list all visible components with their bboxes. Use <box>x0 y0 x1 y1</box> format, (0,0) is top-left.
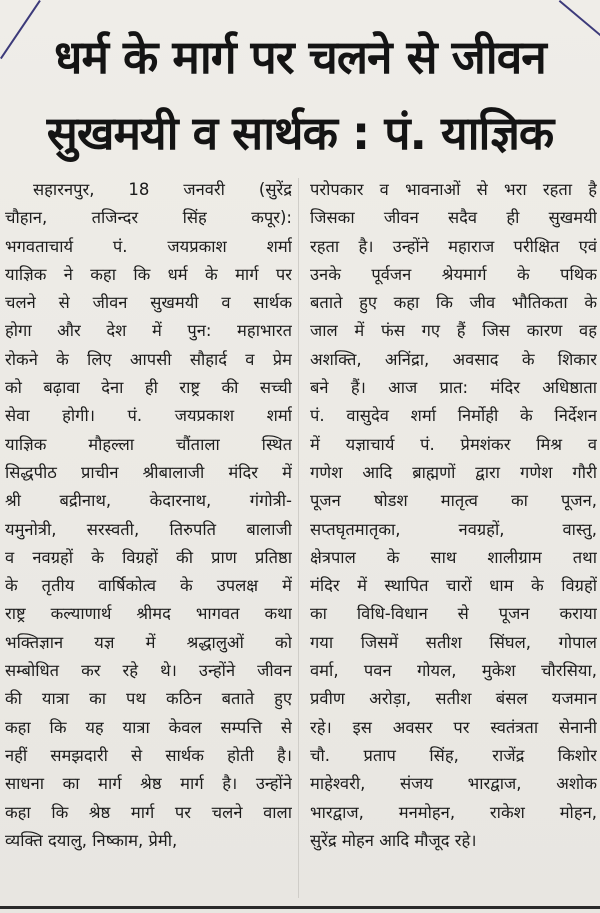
article-text-line: व नवग्रहों के विग्रहों की प्राण प्रतिष्ठा <box>5 547 292 567</box>
article-text-line: के तृतीय वार्षिकोत्व के उपलक्ष में <box>5 576 292 596</box>
article-text-line: कहा कि यह यात्रा केवल सम्पत्ति से <box>5 717 292 737</box>
article-text-line: व्यक्ति दयालु, निष्काम, प्रेमी, <box>5 830 178 850</box>
article-text-line: सप्तघृतमातृका, नवग्रहों, वास्तु, <box>310 519 597 539</box>
article-text-line: उनके पूर्वजन श्रेयमार्ग के पथिक <box>310 264 597 284</box>
article-text-line: का विधि-विधान से पूजन कराया <box>310 604 597 624</box>
headline-line-2: सुखमयी व सार्थक : पं. याज्ञिक <box>46 106 554 160</box>
article-text-line: कहा कि श्रेष्ठ मार्ग पर चलने वाला <box>5 802 292 822</box>
article-text-line: मंदिर में स्थापित चारों धाम के विग्रहों <box>310 576 597 596</box>
article-text-line: बताते हुए कहा कि जीव भौतिकता के <box>310 293 597 313</box>
article-text-line: गया जिसमें सतीश सिंघल, गोपाल <box>310 632 597 652</box>
article-text-line: यमुनोत्री, सरस्वती, तिरुपति बालाजी <box>5 519 292 539</box>
article-text-line: को बढ़ावा देना ही राष्ट्र की सच्ची <box>5 378 292 398</box>
article-text-line: पूजन षोडश मातृत्व का पूजन, <box>310 491 597 511</box>
article-text-line: सम्बोधित कर रहे थे। उन्होंने जीवन <box>5 661 292 681</box>
article-text-line: भारद्वाज, मनमोहन, राकेश मोहन, <box>310 802 597 822</box>
article-text-line: चौ. प्रताप सिंह, राजेंद्र किशोर <box>310 745 597 765</box>
article-text-line: सेवा होगी। पं. जयप्रकाश शर्मा <box>5 406 292 426</box>
article-text-line: चलने से जीवन सुखमयी व सार्थक <box>5 293 292 313</box>
article-text-line: जाल में फंस गए हैं जिस कारण वह <box>310 321 597 341</box>
article-text-line: माहेश्वरी, संजय भारद्वाज, अशोक <box>310 774 597 794</box>
article-text-line: प्रवीण अरोड़ा, सतीश बंसल यजमान <box>310 689 597 709</box>
article-text-line: भक्तिज्ञान यज्ञ में श्रद्धालुओं को <box>5 632 292 652</box>
article-text-line: की यात्रा का पथ कठिन बताते हुए <box>5 689 292 709</box>
article-column-left <box>5 176 292 855</box>
article-text-line: गणेश आदि ब्राह्मणों द्वारा गणेश गौरी <box>310 462 597 482</box>
article-text-line: बने हैं। आज प्रात: मंदिर अधिष्ठाता <box>310 378 597 398</box>
article-text-line: में यज्ञाचार्य पं. प्रेमशंकर मिश्र व <box>310 434 597 454</box>
article-text-line: जिसका जीवन सदैव ही सुखमयी <box>310 208 597 228</box>
article-text-line: वर्मा, पवन गोयल, मुकेश चौरसिया, <box>310 661 597 681</box>
article-text-line: रहता है। उन्होंने महाराज परीक्षित एवं <box>310 236 597 256</box>
article-text-line: याज्ञिक मौहल्ला चौंताला स्थित <box>5 434 292 454</box>
bottom-rule <box>0 906 600 909</box>
article-text-line: सुरेंद्र मोहन आदि मौजूद रहे। <box>310 830 477 850</box>
article-text-line: परोपकार व भावनाओं से भरा रहता है <box>310 180 597 199</box>
article-text-line: होगा और देश में पुन: महाभारत <box>5 321 292 341</box>
article-text-line: सहारनपुर, 18 जनवरी (सुरेंद्र <box>33 180 292 199</box>
article-text-line: अशक्ति, अनिंद्रा, अवसाद के शिकार <box>310 349 597 369</box>
article-text-line: राष्ट्र कल्याणार्थ श्रीमद भागवत कथा <box>5 604 292 624</box>
column-divider <box>298 178 299 898</box>
article-text-line: याज्ञिक ने कहा कि धर्म के मार्ग पर <box>5 264 292 284</box>
article-text-line: श्री बद्रीनाथ, केदारनाथ, गंगोत्री- <box>5 491 292 511</box>
article-text-line: क्षेत्रपाल के साथ शालीग्राम तथा <box>310 547 597 567</box>
article-column-right <box>310 176 597 855</box>
article-text-line: रोकने के लिए आपसी सौहार्द व प्रेम <box>5 349 292 369</box>
article-text-line: पं. वासुदेव शर्मा निर्मोही के निर्देशन <box>310 406 597 426</box>
article-text-line: साधना का मार्ग श्रेष्ठ मार्ग है। उन्होंने <box>5 774 292 794</box>
article-text-line: भगवताचार्य पं. जयप्रकाश शर्मा <box>5 236 292 256</box>
article-text-line: सिद्धपीठ प्राचीन श्रीबालाजी मंदिर में <box>5 462 292 482</box>
article-text-line: नहीं समझदारी से सार्थक होती है। <box>5 745 292 765</box>
article-text-line: रहे। इस अवसर पर स्वतंत्रता सेनानी <box>310 717 597 737</box>
headline-line-1: धर्म के मार्ग पर चलने से जीवन <box>54 30 546 84</box>
article-text-line: चौहान, तजिन्दर सिंह कपूर): <box>5 208 292 228</box>
